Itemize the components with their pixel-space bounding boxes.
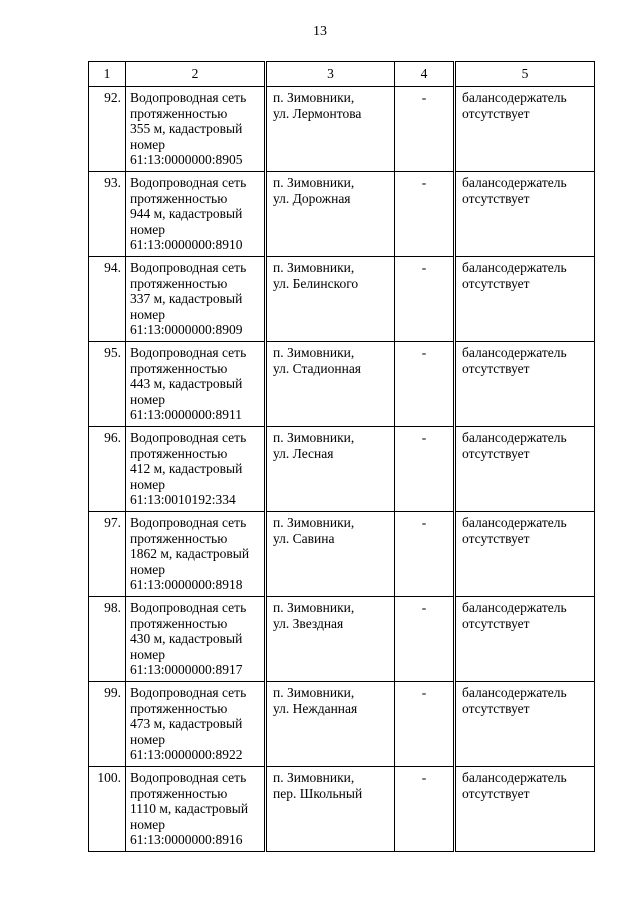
- address-line: ул. Нежданная: [273, 700, 358, 716]
- table-row: [89, 682, 595, 767]
- holder-line: балансодержатель: [462, 515, 567, 530]
- description-line: протяженностью: [130, 700, 228, 716]
- object-description: [126, 342, 266, 427]
- table-row: [89, 512, 595, 597]
- address-line: ул. Лесная: [273, 445, 334, 461]
- description-line: 443 м, кадастровый: [130, 376, 243, 391]
- description-line: номер: [130, 136, 166, 152]
- description-line: Водопроводная сеть: [130, 685, 247, 700]
- description-line: номер: [130, 731, 166, 747]
- description-line: 337 м, кадастровый: [130, 291, 243, 306]
- description-line: 944 м, кадастровый: [130, 206, 243, 221]
- holder-line: отсутствует: [462, 445, 530, 461]
- description-line: 1862 м, кадастровый: [130, 546, 250, 561]
- cadastral-number: 61:13:0000000:8917: [130, 662, 243, 677]
- description-line: протяженностью: [130, 530, 228, 546]
- address-line: ул. Савина: [273, 530, 335, 546]
- description-line: номер: [130, 476, 166, 492]
- column-4-value: [395, 87, 455, 172]
- row-number-text: 97.: [104, 515, 121, 530]
- column-4-value: [395, 767, 455, 852]
- row-number: [89, 172, 126, 257]
- row-number: [89, 682, 126, 767]
- row-number-text: 100.: [97, 770, 121, 785]
- table-row: [89, 257, 595, 342]
- description-line: номер: [130, 221, 166, 237]
- description-line: Водопроводная сеть: [130, 260, 247, 275]
- description-line: номер: [130, 306, 166, 322]
- holder-line: балансодержатель: [462, 430, 567, 445]
- holder-line: балансодержатель: [462, 770, 567, 785]
- cadastral-number: 61:13:0000000:8911: [130, 407, 243, 422]
- description-line: Водопроводная сеть: [130, 345, 247, 360]
- description-line: протяженностью: [130, 785, 228, 801]
- address-line: ул. Белинского: [273, 275, 359, 291]
- description-line: 1110 м, кадастровый: [130, 801, 249, 816]
- holder-line: отсутствует: [462, 700, 530, 716]
- address-line: пер. Школьный: [273, 785, 363, 801]
- holder-line: балансодержатель: [462, 685, 567, 700]
- row-number-text: 98.: [104, 600, 121, 615]
- header-col-5: 5: [455, 62, 595, 87]
- dash-value: -: [421, 430, 427, 445]
- holder-line: отсутствует: [462, 615, 530, 631]
- object-description: [126, 87, 266, 172]
- description-line: Водопроводная сеть: [130, 90, 247, 105]
- page-number: 13: [313, 24, 327, 39]
- description-line: номер: [130, 391, 166, 407]
- balance-holder: [455, 87, 595, 172]
- address-line: п. Зимовники,: [273, 260, 355, 275]
- address-line: ул. Стадионная: [273, 360, 362, 376]
- object-address: [266, 427, 395, 512]
- balance-holder: [455, 172, 595, 257]
- description-line: Водопроводная сеть: [130, 515, 247, 530]
- holder-line: отсутствует: [462, 530, 530, 546]
- row-number: [89, 597, 126, 682]
- object-description: [126, 172, 266, 257]
- object-address: [266, 257, 395, 342]
- description-line: номер: [130, 816, 166, 832]
- holder-line: балансодержатель: [462, 90, 567, 105]
- description-line: протяженностью: [130, 445, 228, 461]
- holder-line: балансодержатель: [462, 600, 567, 615]
- description-line: 355 м, кадастровый: [130, 121, 243, 136]
- header-col-2: 2: [126, 62, 266, 87]
- header-col-4: 4: [395, 62, 455, 87]
- address-line: п. Зимовники,: [273, 175, 355, 190]
- cadastral-number: 61:13:0000000:8910: [130, 237, 243, 252]
- table-body: [89, 87, 595, 852]
- description-line: 473 м, кадастровый: [130, 716, 243, 731]
- address-line: п. Зимовники,: [273, 515, 355, 530]
- column-4-value: [395, 172, 455, 257]
- holder-line: отсутствует: [462, 785, 530, 801]
- column-4-value: [395, 597, 455, 682]
- object-address: [266, 767, 395, 852]
- table-row: [89, 597, 595, 682]
- description-line: Водопроводная сеть: [130, 430, 247, 445]
- dash-value: -: [421, 175, 427, 190]
- row-number-text: 95.: [104, 345, 121, 360]
- row-number-text: 96.: [104, 430, 121, 445]
- balance-holder: [455, 682, 595, 767]
- cadastral-number: 61:13:0010192:334: [130, 492, 236, 507]
- dash-value: -: [421, 345, 427, 360]
- table-row: [89, 767, 595, 852]
- dash-value: -: [421, 600, 427, 615]
- description-line: номер: [130, 561, 166, 577]
- description-line: 412 м, кадастровый: [130, 461, 243, 476]
- table-row: [89, 87, 595, 172]
- holder-line: балансодержатель: [462, 345, 567, 360]
- object-address: [266, 342, 395, 427]
- table-row: [89, 172, 595, 257]
- column-4-value: [395, 257, 455, 342]
- row-number: [89, 87, 126, 172]
- cadastral-number: 61:13:0000000:8905: [130, 152, 243, 167]
- description-line: протяженностью: [130, 275, 228, 291]
- object-address: [266, 87, 395, 172]
- object-address: [266, 682, 395, 767]
- table-header: [89, 62, 595, 87]
- holder-line: отсутствует: [462, 105, 530, 121]
- object-description: [126, 427, 266, 512]
- address-line: п. Зимовники,: [273, 430, 355, 445]
- row-number-text: 94.: [104, 260, 121, 275]
- balance-holder: [455, 597, 595, 682]
- property-table: [88, 61, 595, 852]
- description-line: протяженностью: [130, 615, 228, 631]
- address-line: п. Зимовники,: [273, 90, 355, 105]
- row-number: [89, 257, 126, 342]
- address-line: п. Зимовники,: [273, 685, 355, 700]
- holder-line: отсутствует: [462, 360, 530, 376]
- cadastral-number: 61:13:0000000:8922: [130, 747, 243, 762]
- holder-line: отсутствует: [462, 275, 530, 291]
- object-description: [126, 682, 266, 767]
- object-address: [266, 172, 395, 257]
- row-number-text: 93.: [104, 175, 121, 190]
- column-4-value: [395, 427, 455, 512]
- row-number-text: 99.: [104, 685, 121, 700]
- description-line: Водопроводная сеть: [130, 600, 247, 615]
- header-row: [89, 62, 595, 87]
- balance-holder: [455, 257, 595, 342]
- object-description: [126, 512, 266, 597]
- column-4-value: [395, 512, 455, 597]
- table-row: [89, 342, 595, 427]
- column-4-value: [395, 682, 455, 767]
- table-row: [89, 427, 595, 512]
- row-number: [89, 767, 126, 852]
- row-number: [89, 512, 126, 597]
- cadastral-number: 61:13:0000000:8918: [130, 577, 243, 592]
- balance-holder: [455, 427, 595, 512]
- description-line: протяженностью: [130, 190, 228, 206]
- balance-holder: [455, 512, 595, 597]
- dash-value: -: [421, 770, 427, 785]
- address-line: ул. Дорожная: [273, 190, 351, 206]
- description-line: номер: [130, 646, 166, 662]
- address-line: п. Зимовники,: [273, 345, 355, 360]
- object-description: [126, 767, 266, 852]
- row-number-text: 92.: [104, 90, 121, 105]
- holder-line: балансодержатель: [462, 175, 567, 190]
- address-line: п. Зимовники,: [273, 770, 355, 785]
- holder-line: балансодержатель: [462, 260, 567, 275]
- dash-value: -: [421, 515, 427, 530]
- balance-holder: [455, 342, 595, 427]
- description-line: 430 м, кадастровый: [130, 631, 243, 646]
- description-line: протяженностью: [130, 360, 228, 376]
- object-address: [266, 512, 395, 597]
- dash-value: -: [421, 90, 427, 105]
- dash-value: -: [421, 260, 427, 275]
- holder-line: отсутствует: [462, 190, 530, 206]
- address-line: ул. Звездная: [273, 615, 344, 631]
- row-number: [89, 342, 126, 427]
- cadastral-number: 61:13:0000000:8909: [130, 322, 243, 337]
- dash-value: -: [421, 685, 427, 700]
- description-line: Водопроводная сеть: [130, 175, 247, 190]
- object-description: [126, 257, 266, 342]
- object-description: [126, 597, 266, 682]
- column-4-value: [395, 342, 455, 427]
- header-col-1: 1: [89, 62, 126, 87]
- row-number: [89, 427, 126, 512]
- object-address: [266, 597, 395, 682]
- address-line: ул. Лермонтова: [273, 105, 362, 121]
- header-col-3: 3: [266, 62, 395, 87]
- description-line: Водопроводная сеть: [130, 770, 247, 785]
- description-line: протяженностью: [130, 105, 228, 121]
- balance-holder: [455, 767, 595, 852]
- address-line: п. Зимовники,: [273, 600, 355, 615]
- cadastral-number: 61:13:0000000:8916: [130, 832, 243, 847]
